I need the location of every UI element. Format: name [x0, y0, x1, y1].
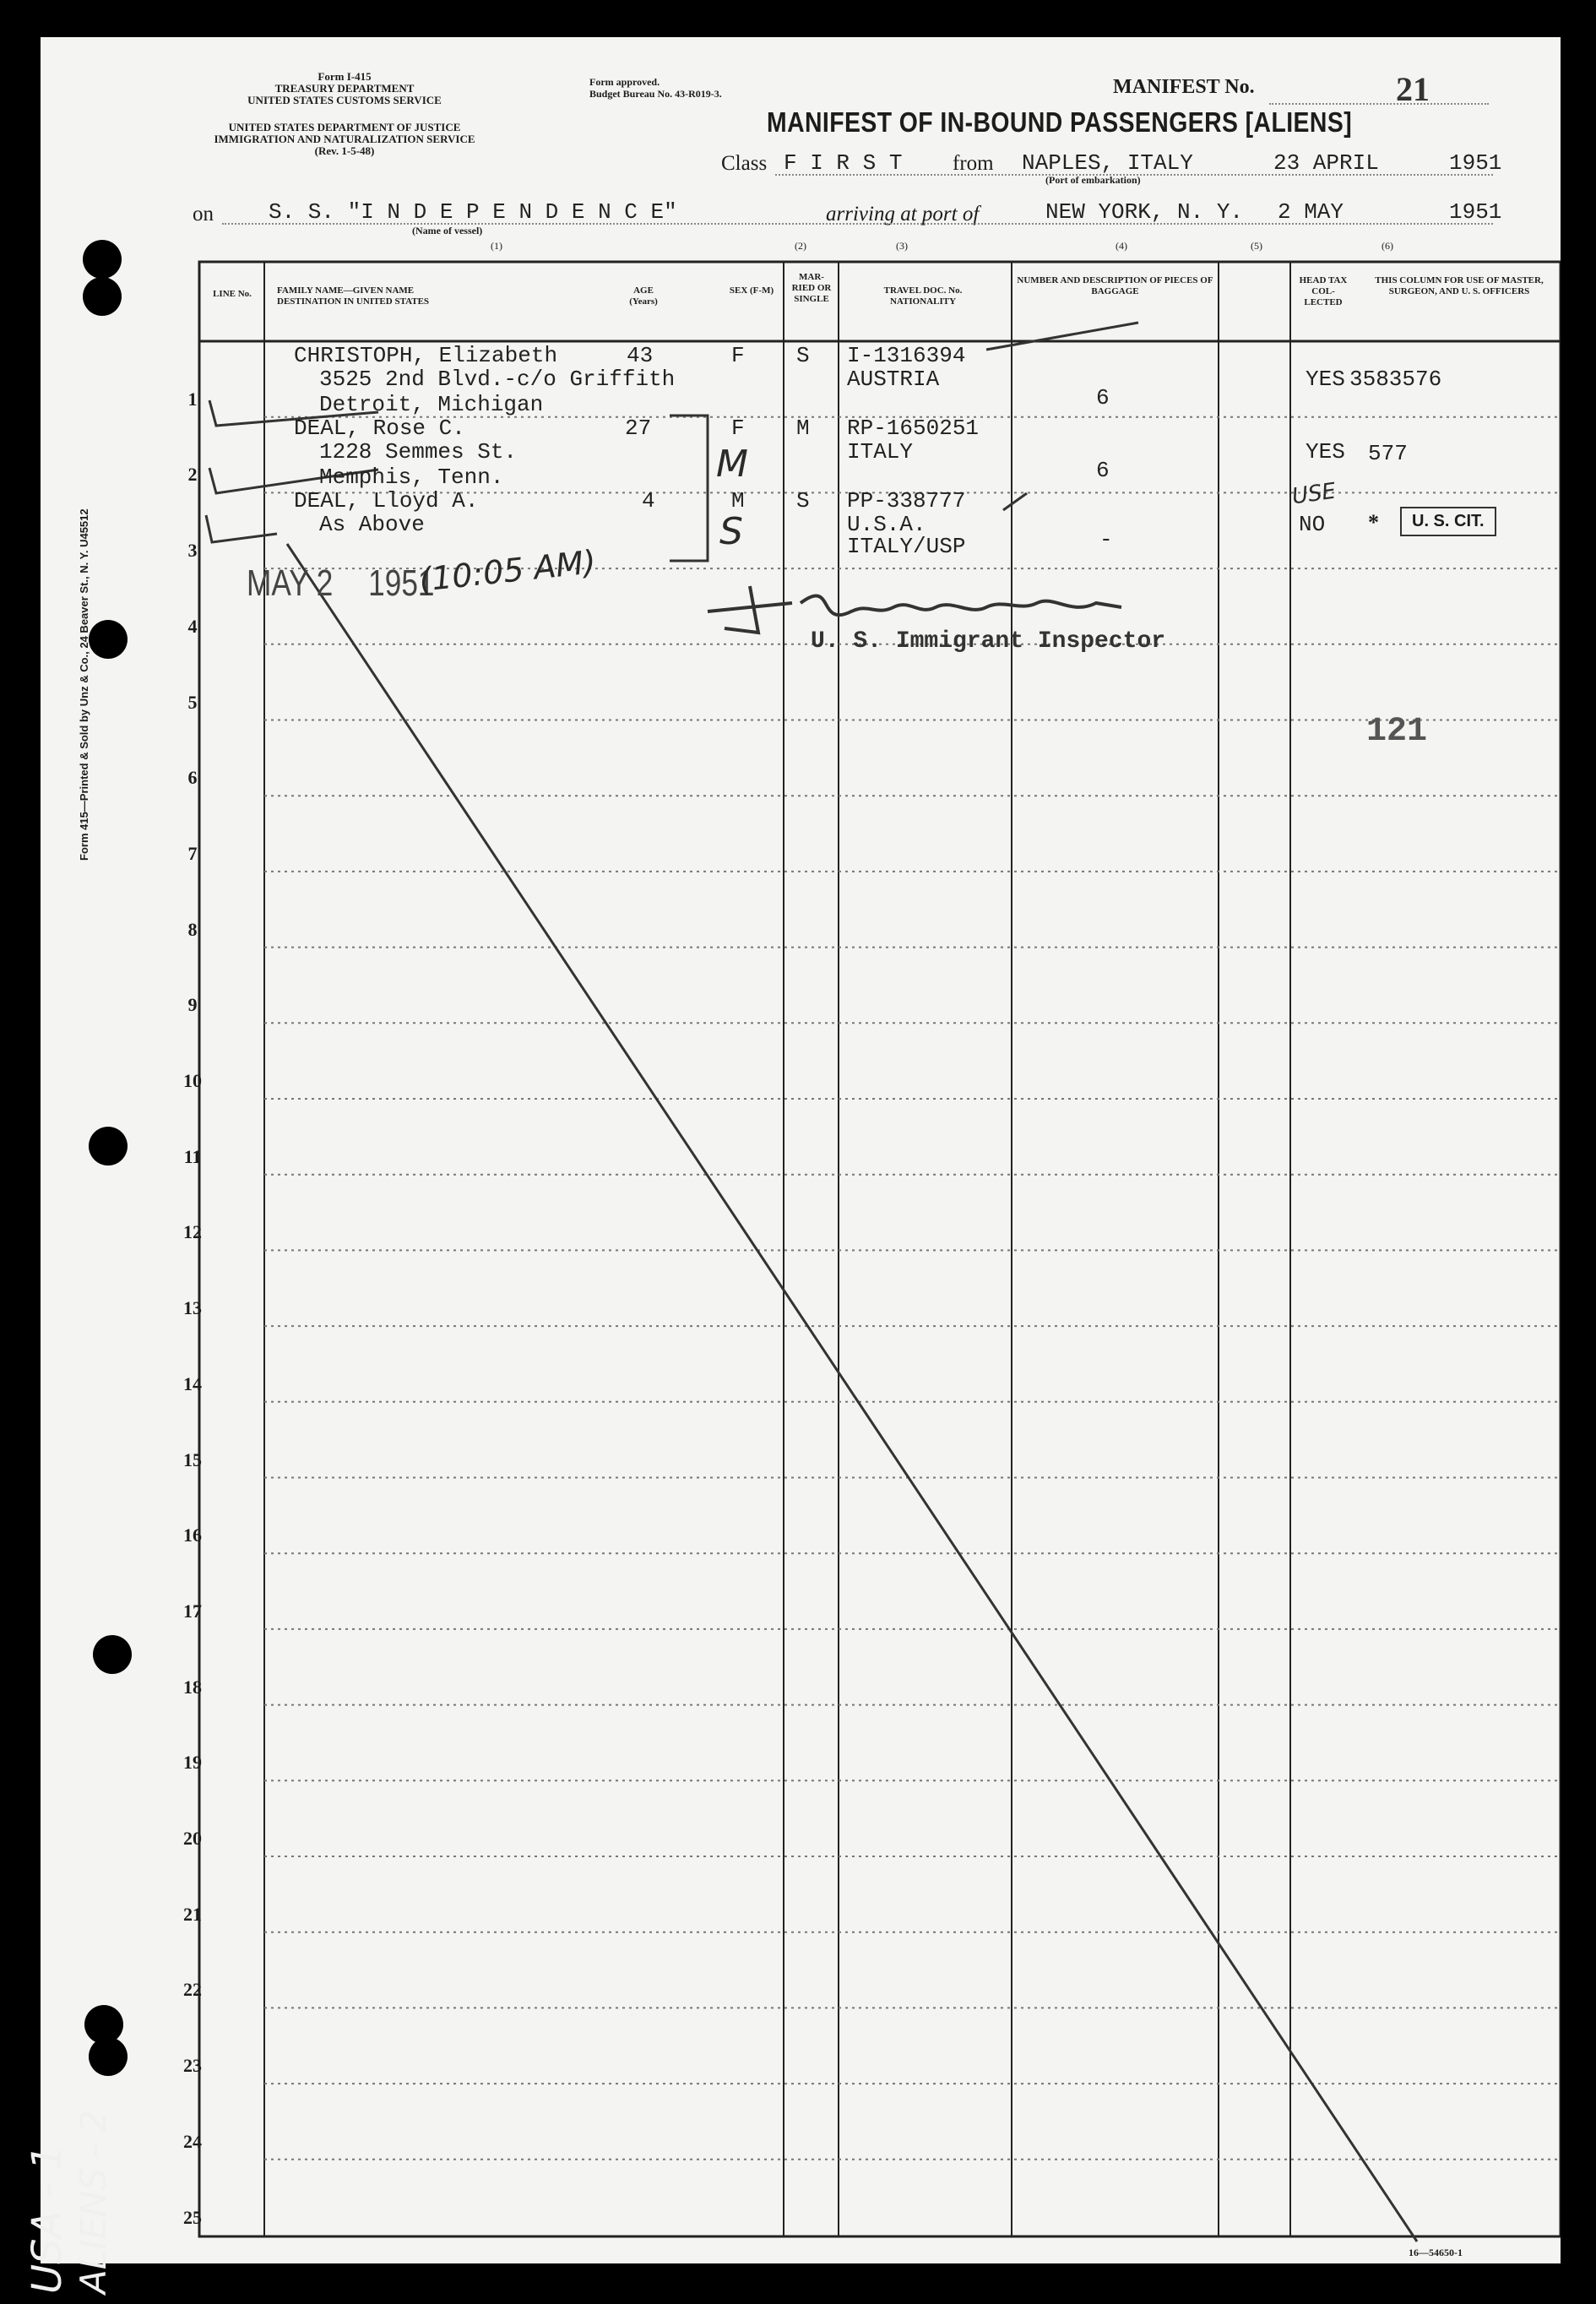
passenger-age: 43: [627, 343, 654, 368]
class-value: F I R S T: [784, 150, 903, 176]
line-number: 1: [187, 388, 198, 410]
head-tax: YES: [1306, 439, 1345, 465]
passenger-age: 4: [642, 488, 655, 514]
passenger-name: CHRISTOPH, Elizabeth: [294, 343, 558, 368]
header-baggage: NUMBER AND DESCRIPTION OF PIECES OF BAGGAGE: [1017, 275, 1213, 296]
passenger-age: 27: [625, 416, 652, 441]
line-number: 9: [187, 994, 198, 1016]
nationality: U.S.A.: [847, 512, 926, 537]
line-number: 5: [187, 691, 198, 713]
passenger-city: Detroit, Michigan: [319, 392, 544, 417]
port-embarkation-caption: (Port of embarkation): [1045, 174, 1141, 186]
passenger-married: S: [796, 343, 810, 368]
arrival-year: 1951: [1449, 199, 1502, 225]
handwritten-m: M: [716, 443, 748, 486]
manifest-no-label: MANIFEST No.: [1113, 76, 1255, 98]
baggage-count: 6: [1096, 385, 1110, 410]
line-number: 14: [183, 1372, 202, 1394]
page-stamp: 121: [1366, 713, 1428, 751]
class-label: Class: [721, 152, 768, 175]
justice-label: UNITED STATES DEPARTMENT OF JUSTICE: [228, 121, 461, 133]
line-number: 21: [183, 1903, 202, 1925]
line-number: 7: [187, 842, 198, 864]
passenger-city: Memphis, Tenn.: [319, 465, 504, 490]
line-number: 4: [187, 615, 198, 637]
header-travel-doc: TRAVEL DOC. No. NATIONALITY: [883, 285, 963, 307]
line-number: 18: [183, 1676, 202, 1698]
budget-label: Budget Bureau No. 43-R019-3.: [589, 88, 722, 100]
line-number: 2: [187, 464, 198, 486]
printer-credit: Form 415—Printed & Sold by Unz & Co., 24 Beaver St., N. Y. U45512: [78, 508, 90, 861]
line-number: 25: [183, 2206, 202, 2228]
line-number: 19: [183, 1752, 202, 1774]
line-number: 24: [183, 2130, 202, 2152]
handwritten-use: USE: [1290, 478, 1338, 510]
stamp-date: MAY 2: [247, 562, 334, 604]
header-head-tax: HEAD TAX COL- LECTED: [1299, 275, 1348, 307]
col-number-6: (6): [1382, 240, 1393, 252]
handwritten-s: S: [719, 510, 743, 553]
nationality: AUSTRIA: [847, 367, 940, 392]
nationality-extra: ITALY/USP: [847, 534, 966, 559]
officer-note: 577: [1368, 441, 1408, 466]
head-tax: YES: [1306, 367, 1345, 392]
officer-note: 3583576: [1349, 367, 1442, 392]
passenger-married: S: [796, 488, 810, 514]
line-number: 22: [183, 1979, 202, 2001]
travel-doc-no: RP-1650251: [847, 416, 980, 441]
header-sex: SEX (F-M): [729, 285, 774, 296]
line-number: 23: [183, 2055, 202, 2077]
us-citizen-stamp: U. S. CIT.: [1400, 507, 1496, 536]
embark-date: 23 APRIL: [1273, 150, 1379, 176]
col-number-5: (5): [1251, 240, 1262, 252]
from-value: NAPLES, ITALY: [1022, 150, 1193, 176]
embark-year: 1951: [1449, 150, 1502, 176]
treasury-label: TREASURY DEPARTMENT: [274, 82, 415, 95]
arriving-label: arriving at port of: [826, 203, 980, 226]
passenger-sex: F: [731, 343, 745, 368]
travel-doc-no: PP-338777: [847, 488, 966, 514]
passenger-sex: M: [731, 488, 745, 514]
passenger-address: 1228 Semmes St.: [319, 439, 518, 465]
baggage-count: -: [1099, 527, 1113, 552]
passenger-name: DEAL, Rose C.: [294, 416, 465, 441]
head-tax: NO: [1299, 512, 1326, 537]
line-number: 15: [183, 1448, 202, 1470]
line-number: 11: [183, 1145, 202, 1167]
header-married: MAR- RIED OR SINGLE: [791, 272, 832, 304]
line-number: 3: [187, 540, 198, 562]
col-number-3: (3): [896, 240, 908, 252]
approval-label: Form approved.: [589, 76, 660, 88]
manifest-title: MANIFEST OF IN-BOUND PASSENGERS [ALIENS]: [767, 106, 1353, 138]
line-number: 8: [187, 918, 198, 940]
margin-note-aliens: ALIENS - 2: [73, 2110, 114, 2294]
line-number: 10: [183, 1070, 202, 1091]
travel-doc-no: I-1316394: [847, 343, 966, 368]
vessel-caption: (Name of vessel): [412, 225, 483, 236]
passenger-married: M: [796, 416, 810, 441]
on-label: on: [193, 203, 214, 226]
from-label: from: [953, 152, 994, 175]
passenger-sex: F: [731, 416, 745, 441]
line-number: 16: [183, 1524, 202, 1546]
form-number: Form I-415: [318, 70, 372, 83]
passenger-address: As Above: [319, 512, 425, 537]
handwritten-time: (10:05 AM): [417, 543, 598, 599]
line-number: 12: [183, 1221, 202, 1243]
header-line-no: LINE No.: [213, 289, 252, 299]
passenger-name: DEAL, Lloyd A.: [294, 488, 479, 514]
manifest-no-value: 21: [1396, 70, 1430, 108]
star-mark: *: [1368, 510, 1379, 535]
footer-code: 16—54650-1: [1409, 2247, 1463, 2258]
margin-note-usa: USA - 1: [24, 2144, 71, 2294]
inspector-title: U. S. Immigrant Inspector: [811, 628, 1166, 655]
line-number: 20: [183, 1828, 202, 1849]
arrival-port: NEW YORK, N. Y.: [1045, 199, 1244, 225]
arrival-date: 2 MAY: [1278, 199, 1344, 225]
vessel-name: S. S. "I N D E P E N D E N C E": [269, 199, 677, 225]
col-number-1: (1): [491, 240, 502, 252]
customs-label: UNITED STATES CUSTOMS SERVICE: [247, 94, 442, 106]
ins-label: IMMIGRATION AND NATURALIZATION SERVICE: [214, 133, 475, 145]
header-age: AGE (Years): [629, 285, 658, 307]
date-stamp: [247, 562, 434, 605]
line-number: 6: [187, 767, 198, 789]
col-number-4: (4): [1116, 240, 1127, 252]
revision-label: (Rev. 1-5-48): [314, 144, 375, 157]
manifest-page: [41, 37, 1561, 2263]
header-name: FAMILY NAME—GIVEN NAME DESTINATION IN UNITED STATES: [277, 285, 430, 307]
col-number-2: (2): [795, 240, 806, 252]
line-number: 13: [183, 1297, 202, 1319]
header-officers: THIS COLUMN FOR USE OF MASTER, SURGEON, AND U. S. OFFICERS: [1375, 275, 1544, 296]
line-number: 17: [183, 1600, 202, 1622]
baggage-count: 6: [1096, 458, 1110, 483]
cancellation-line: [287, 544, 1417, 2242]
stamp-year: 1951: [368, 562, 435, 604]
nationality: ITALY: [847, 439, 914, 465]
passenger-address: 3525 2nd Blvd.-c/o Griffith: [319, 367, 676, 392]
